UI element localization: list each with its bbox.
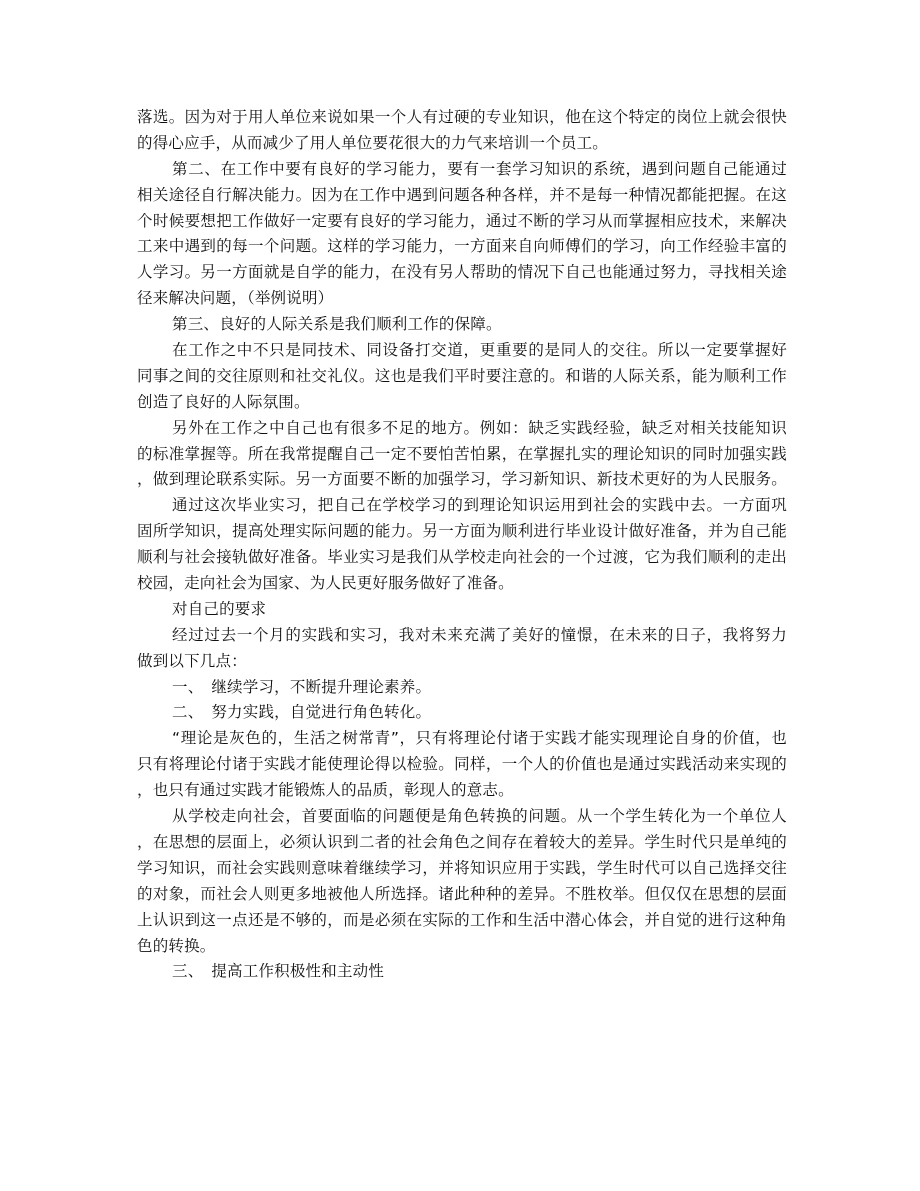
text-line: 人学习。另一方面就是自学的能力，在没有另人帮助的情况下自己也能通过努力，寻找相关途 xyxy=(137,263,787,282)
text-line: 一、 继续学习，不断提升理论素养。 xyxy=(172,677,432,696)
text-line: 校园，走向社会为国家、为人民更好服务做好了准备。 xyxy=(137,574,514,593)
text-line: 三、 提高工作积极性和主动性 xyxy=(172,962,385,981)
text-line: 创造了良好的人际氛围。 xyxy=(137,392,310,411)
text-line: 上认识到这一点还是不够的，而是必须在实际的工作和生活中潜心体会，并自觉的进行这种角 xyxy=(137,910,787,929)
text-line: ，在思想的层面上，必须认识到二者的社会角色之间存在着较大的差异。学生时代只是单纯的 xyxy=(137,832,787,851)
text-line: 另外在工作之中自己也有很多不足的地方。例如：缺乏实践经验，缺乏对相关技能知识 xyxy=(172,418,787,437)
text-line: 通过这次毕业实习，把自己在学校学习的到理论知识运用到社会的实践中去。一方面巩 xyxy=(172,496,787,515)
text-line: 的标准掌握等。所在我常提醒自己一定不要怕苦怕累，在掌握扎实的理论知识的同时加强实践 xyxy=(137,444,787,463)
text-line: 学习知识，而社会实践则意味着继续学习，并将知识应用于实践，学生时代可以自己选择交往 xyxy=(137,858,787,877)
text-line: 的对象，而社会人则更多地被他人所选择。诸此种种的差异。不胜枚举。但仅仅在思想的层面 xyxy=(137,884,787,903)
text-line: “理论是灰色的，生活之树常青”，只有将理论付诸于实践才能实现理论自身的价值，也 xyxy=(172,729,787,748)
document-page xyxy=(137,105,787,985)
text-line: 对自己的要求 xyxy=(172,599,267,618)
text-line: 工来中遇到的每一个问题。这样的学习能力，一方面来自向师傅们的学习，向工作经验丰富的 xyxy=(137,237,787,256)
text-line: 色的转换。 xyxy=(137,936,216,955)
text-line: 径来解决问题，（举例说明） xyxy=(137,289,334,308)
text-line: ，也只有通过实践才能锻炼人的品质，彰现人的意志。 xyxy=(137,781,514,800)
text-line: 从学校走向社会，首要面临的问题便是角色转换的问题。从一个学生转化为一个单位人 xyxy=(172,807,787,826)
text-line: 固所学知识，提高处理实际问题的能力。另一方面为顺利进行毕业设计做好准备，并为自己能 xyxy=(137,522,787,541)
text-line: 只有将理论付诸于实践才能使理论得以检验。同样，一个人的价值也是通过实践活动来实现的 xyxy=(137,755,787,774)
text-line: 二、 努力实践，自觉进行角色转化。 xyxy=(172,703,432,722)
text-line: 的得心应手，从而减少了用人单位要花很大的力气来培训一个员工。 xyxy=(137,133,609,152)
text-line: ，做到理论联系实际。另一方面要不断的加强学习，学习新知识、新技术更好的为人民服务。 xyxy=(137,470,787,489)
text-line: 个时候要想把工作做好一定要有良好的学习能力，通过不断的学习从而掌握相应技术，来解决 xyxy=(137,211,787,230)
text-line: 同事之间的交往原则和社交礼仪。这也是我们平时要注意的。和谐的人际关系，能为顺利工作 xyxy=(137,366,787,385)
text-line: 相关途径自行解决能力。因为在工作中遇到问题各种各样，并不是每一种情况都能把握。在这 xyxy=(137,185,787,204)
text-line: 顺利与社会接轨做好准备。毕业实习是我们从学校走向社会的一个过渡，它为我们顺利的走出 xyxy=(137,548,787,567)
text-line: 在工作之中不只是同技术、同设备打交道，更重要的是同人的交往。所以一定要掌握好 xyxy=(172,341,787,360)
text-line: 第三、良好的人际关系是我们顺利工作的保障。 xyxy=(172,315,502,334)
text-line: 做到以下几点： xyxy=(137,651,247,670)
text-line: 第二、在工作中要有良好的学习能力，要有一套学习知识的系统，遇到问题自己能通过 xyxy=(172,159,787,178)
text-line: 落选。因为对于用人单位来说如果一个人有过硬的专业知识，他在这个特定的岗位上就会很快 xyxy=(137,108,787,126)
text-line: 经过过去一个月的实践和实习，我对未来充满了美好的憧憬，在未来的日子，我将努力 xyxy=(172,625,787,644)
